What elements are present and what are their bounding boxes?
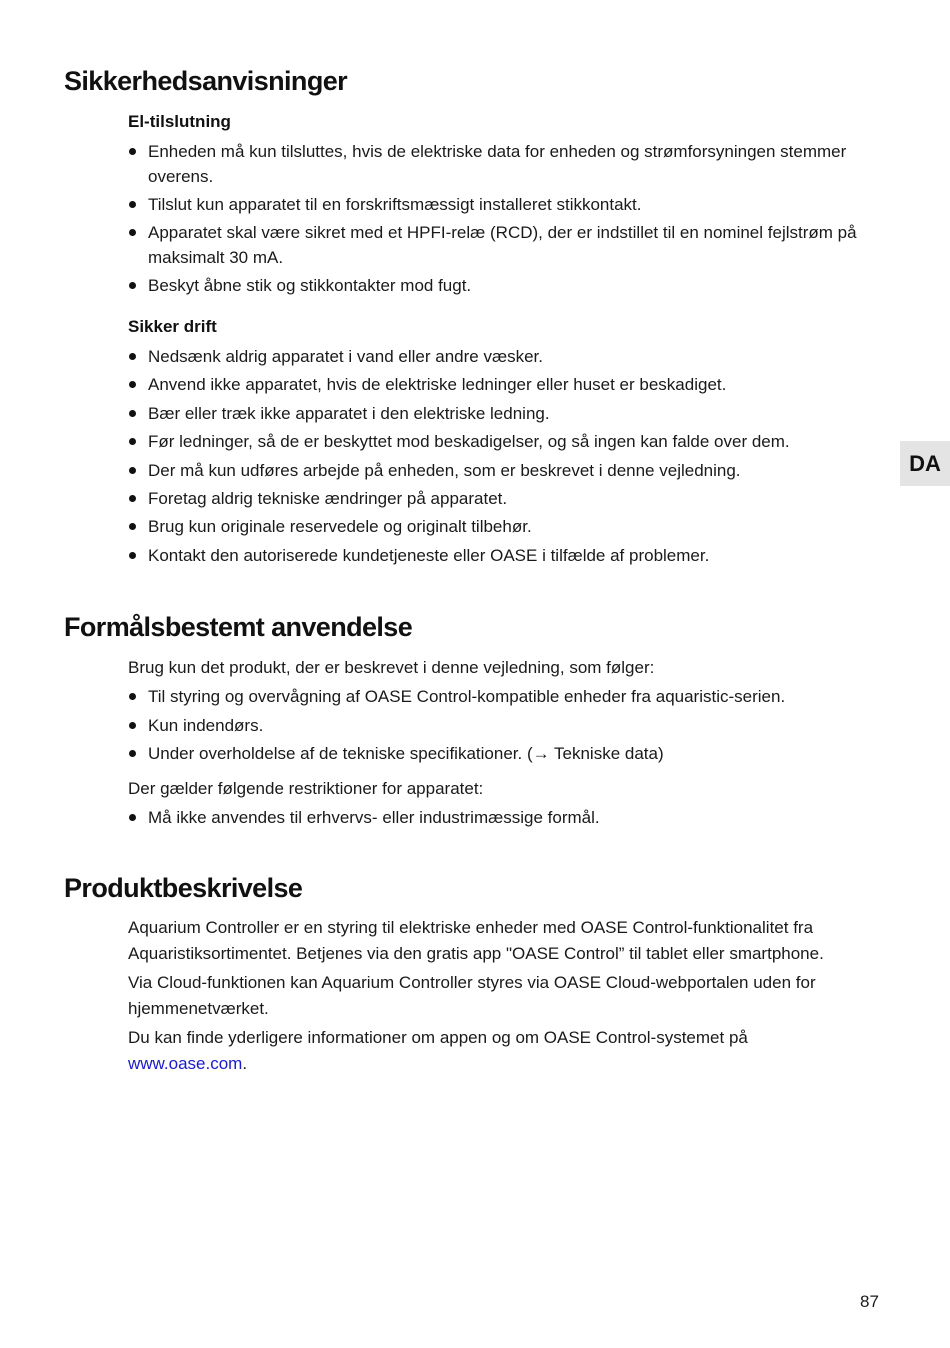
- list-item: Foretag aldrig tekniske ændringer på apparatet.: [128, 486, 874, 511]
- list-item: Må ikke anvendes til erhvervs- eller industrimæssige formål.: [128, 805, 874, 830]
- subheading-operation: Sikker drift: [128, 317, 217, 336]
- product-paragraph-1: Aquarium Controller er en styring til elektriske enheder med OASE Control-funktionalitet fra Aquaristiksortimentet. Betjenes via den gratis app "OASE Control” til tablet eller smartphone.: [128, 918, 824, 963]
- list-item: Kontakt den autoriserede kundetjeneste eller OASE i tilfælde af problemer.: [128, 543, 874, 568]
- list-item: Anvend ikke apparatet, hvis de elektriske ledninger eller huset er beskadiget.: [128, 372, 874, 397]
- subheading-electrical: El-tilslutning: [128, 112, 231, 131]
- oase-website-link[interactable]: www.oase.com: [128, 1054, 243, 1073]
- list-item: Apparatet skal være sikret med et HPFI-relæ (RCD), der er indstillet til en nominel fejlstrøm på maksimalt 30 mA.: [128, 220, 874, 270]
- restrictions-list: [128, 805, 874, 830]
- list-item: Under overholdelse af de tekniske specifikationer. (→ Tekniske data): [128, 741, 874, 766]
- link-suffix: .: [242, 1054, 248, 1073]
- list-item: Tilslut kun apparatet til en forskriftsmæssigt installeret stikkontakt.: [128, 192, 874, 217]
- intended-use-intro: Brug kun det produkt, der er beskrevet i denne vejledning, som følger:: [128, 658, 655, 677]
- list-item: Nedsænk aldrig apparatet i vand eller andre væsker.: [128, 344, 874, 369]
- product-paragraph-3-text: Du kan finde yderligere informationer om appen og om OASE Control-systemet på: [128, 1028, 748, 1047]
- product-paragraph-3: [128, 1025, 868, 1077]
- list-item: Beskyt åbne stik og stikkontakter mod fugt.: [128, 273, 874, 298]
- heading-intended-use: Formålsbestemt anvendelse: [64, 612, 413, 642]
- heading-product: Produktbeskrivelse: [64, 873, 303, 903]
- list-item: Kun indendørs.: [128, 713, 874, 738]
- electrical-list: [128, 139, 874, 298]
- heading-safety: Sikkerhedsanvisninger: [64, 66, 348, 96]
- language-tab: DA: [900, 441, 950, 486]
- list-item: Der må kun udføres arbejde på enheden, som er beskrevet i denne vejledning.: [128, 458, 874, 483]
- list-item: Før ledninger, så de er beskyttet mod beskadigelser, og så ingen kan falde over dem.: [128, 429, 874, 454]
- intended-use-list: [128, 684, 874, 766]
- page-number: 87: [860, 1292, 879, 1311]
- list-item: Enheden må kun tilsluttes, hvis de elektriske data for enheden og strømforsyningen stemmer overens.: [128, 139, 874, 189]
- list-item: Bær eller træk ikke apparatet i den elektriske ledning.: [128, 401, 874, 426]
- restrictions-intro: Der gælder følgende restriktioner for apparatet:: [128, 779, 484, 798]
- product-paragraph-2: Via Cloud-funktionen kan Aquarium Controller styres via OASE Cloud-webportalen uden for hjemmenetværket.: [128, 973, 816, 1018]
- list-item: Brug kun originale reservedele og originalt tilbehør.: [128, 514, 874, 539]
- list-item: Til styring og overvågning af OASE Control-kompatible enheder fra aquaristic-serien.: [128, 684, 874, 709]
- operation-list: [128, 344, 874, 568]
